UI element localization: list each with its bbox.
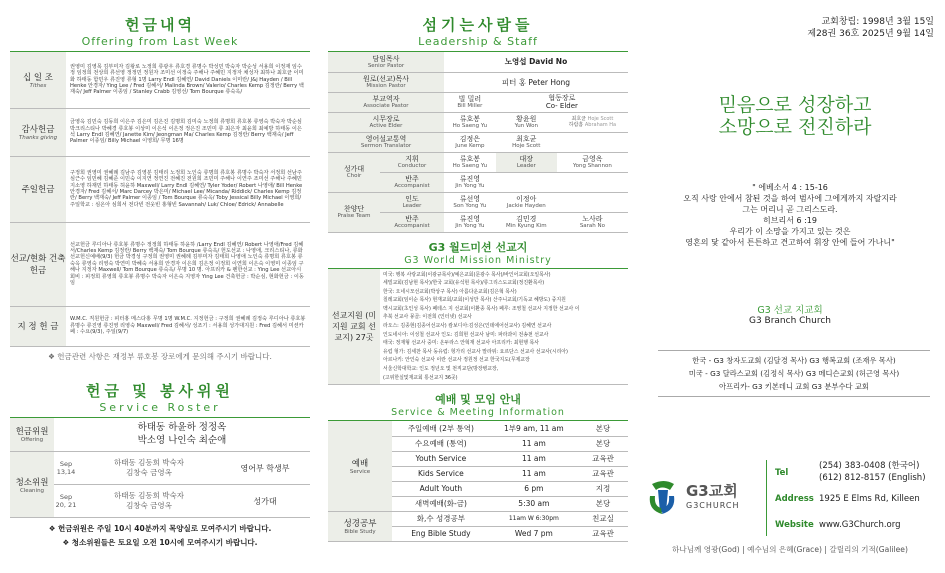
offering-label-designated: 지 정 헌 금 [10,306,66,346]
mission-list: 미국: 행복 사랑교회(이광규목사)/예은교회(문광수 목사)/바인어교회(오일목사) 세빌교회(김남현 목사)/한국 교회(유석현 목사)/류그리스도교회(정진환목사) 한국: 오네시모선교회(박상구 목사) 아름다운교회(김은혁 목사) 칠레교회(임이순 목사) 현재교회/교회(이성만 목사) 산주니교회/기독교 혜방도) 중지원 멕시교회(초인성 목사) 페테스 지 선교회(이환종 목사) 페루: 조영철 선교사 지정한 선교사 이 추북 선교사 몽골: 이전희 (인터넷) 선교사 라오스: 김종현(김종어선교사) 캄보디아:김성은(인데에어선교사) 김혜연 선교사 인도네시아: 이성철 선교사 인도: 김희현 선교사 남미: 파라과이 전송천 선교사 태국: 정재형 선교사 중미: 온두라스 안혁재 선교사 아프리카: 최현행 목사 유럽 헝가: 김세찬 목사 동유럽: 헝가리 선교사 말라위: 요르단스 선교사 선교사(시리아) 아르나키: 안인숙 선교사 이란 선교사 정원정 선교 한국지도(무제교장 서울신학대학교: 인도 정년오 및 천직교단(방장병교장, (고위한실및재교회 통선교지 36곳) [383,271,580,381]
schedule-worship-label: 예배 Service [328,421,392,511]
roster-offering-names: 하태동 하윤하 정정옥 박소영 나인숙 최순애 [137,422,227,447]
cover-theme: 믿음으로 성장하고 소망으로 전진하라 [718,94,872,138]
schedule-row-name: 화,수 성경공부 [416,514,465,524]
leaders-sermon-name: 김정은 June Kemp [455,134,485,149]
offering-label-thanks: 감사헌금 Thanks giving [10,108,66,156]
mission-title: G3 월드미션 선교지 [428,240,528,254]
schedule-row-time: 11 am [521,454,546,464]
leaders-sermon-name: 최호균 Hoje Scott [512,134,541,149]
schedule-row-place: 교육관 [592,469,614,479]
mission-subtitle: G3 World Mission Ministry [404,254,552,266]
offering-title: 헌금내역 [125,16,195,34]
roster-cleaning-team: 성가대 [253,496,277,506]
website-link[interactable]: www.G3Church.org [819,520,901,530]
schedule-row-time: 6 pm [524,484,544,494]
leaders-mission-name: 피터 홍 Peter Hong [501,77,571,87]
schedule-table [328,421,628,542]
schedule-row-place: 교육관 [592,454,614,464]
offering-footer-note: ❖ 헌금관련 사항은 재정부 류호봉 장로에게 문의해 주시기 바랍니다. [48,351,272,361]
schedule-title: 예배 및 모임 안내 [435,393,521,407]
leaders-assoc-name: 빌 밀러 Bill Miller [457,94,483,109]
offering-text-designated: W.M.C. 직원헌금 : 피터홍 메스다홍 무명 1명 W.M.C. 지정헌금 : 구정희 권혜례 김정숙 루디아나 류호봉 류명수 류진영 류진영 리영숙 Maxwell/ Fred 김혜서/ 성조기 : 서용희 성가대지원 : Fred 김혜서 미션카페 : 수요(9/3), 주일(9/7) [70,316,306,336]
schedule-row-name: Eng Bible Study [411,529,471,539]
schedule-row-time: 11am W 6:30pm [508,515,559,523]
schedule-row-name: Kids Service [417,469,464,479]
roster-cleaning-date: Sep 20, 21 [55,493,77,509]
schedule-row-place: 본당 [595,423,611,433]
leaders-subtitle: Leadership & Staff [418,35,538,48]
leaders-praise-acc-name: 류진영 Jin Yong Yu [455,214,485,229]
roster-note-offering: ❖ 헌금위원은 주일 10시 40분까지 목양실로 모여주시기 바랍니다. [48,524,272,533]
leaders-table [328,52,628,233]
leaders-choir-acc-label: 반주 Accompanist [380,172,444,192]
roster-cleaning-names: 하태동 김동희 박숙자 김창숙 금영옥 [114,491,184,510]
roster-table [10,418,310,519]
leaders-praise-label: 찬양단 Praise Team [328,192,380,232]
leaders-choir-leader-name: 금영옥 Yong Shannon [572,154,612,169]
schedule-row-time: 11 am [521,439,546,449]
offering-table [10,52,310,347]
schedule-row-place: 교육관 [592,529,614,539]
leaders-senior-name: 노영섭 David No [504,57,568,67]
offering-text-tithes: 권영미 김영목 김부미자 김왕로 노정희 류광우 류호경 류명수 박성민 박숙자 박순성 서용희 이정재 임수정 임정희 전상희 류선영 정정민 정원자 조미선 이정숙 주해나 주혜민 지정자 채성자 최하나 최호균 이미화 하태동 함민우 류진영 류형 1명 Larry Endl 김혜연/ David Daniels 이미란/ J&j Hayden / Bill Henke 안경자/ Ying Lee / Fred 김혜서/ Malinda Brown/ Valerio/ Charles Kemp 김정란/ Berry 백재숙/ Jeff Palmer 이종임 / Stanley Crabb 김영선/ Tom Bourque 류숙옥/ [70,63,304,96]
offering-text-thanks: 금영옥 김민숙 김동희 이은주 김은미 김은진 김명희 김미숙 노정희 류명희 류호봉 류영숙 박숙자 박순심 박크리스티나 박혜경 류호봉 이상미 이은석 이은정 정은진 조민미 류 최은자 최윤희 최예방 하태동 이은석 Larry Endl 김혜연/ Janette Kim/ Jeongman Ma/ Charles Kemp 김정란/ Berry 백재숙/ Jeff Palmer 이종임/ Billy Michael 이영희/ 무명 16명 [70,119,302,145]
offering-label-tithes: 십 일 조 Tithes [10,52,66,108]
roster-note-cleaning: ❖ 청소위원들은 토요일 오전 10시에 모여주시기 바랍니다. [62,538,258,547]
branch-heading: G3 선교 지교회 G3 Branch Church [748,305,831,326]
schedule-row-name: Youth Service [415,454,467,464]
offering-text-sunday: 구정희 권영미 권혜례 김남주 김영분 김태리 노정희 노인숙 류명희 류호봉 류명수 박숙자 서정희 선남주 심근수 임민혜 김혜준 이민숙 이지연 정연진 전혜진 전원희 조민미 주해나 이연주 조미선 주해나 주혜민 지소영 하재민 하태동 허윤하 Maxwell/ Larry Endl 김혜연/ Tyler Yoder/ Robert 나영애/ Bill Henke 안경자/ Fred 김혜서/ Marc Darcey 박은미/ Michael Lee/ Micanda/ Riddick/ Charles Kemp 김정란/ Berry 백재숙/ Jeff Palmer 이종임 / Tom Bourque 류숙옥/ Toby Jessical Billy Michael 이영희/ 주일학교 : 심온아 심희서 전다빈 전웃빈 홍형빈 Savannah/ Luk/ Chloe/ Edrick/ Annabelle [70,169,303,208]
leaders-active-label: 시무장로 Active Elder [328,112,444,132]
roster-title: 헌금 및 봉사위원 [86,381,234,400]
offering-label-sunday: 주일헌금 [10,156,66,222]
leaders-conductor-label: 지휘 Conductor [380,152,444,172]
branch-list: 한국 - G3 창자도교회 (김달경 목사) G3 행복교회 (조재우 목사) 미국 - G3 달라스교회 (김정식 목사) G3 메디슨교회 (허근영 목사) 아프리카- G3 키본데니 교회 G3 분부수다 교회 [658,350,930,397]
schedule-row-name: 새벽예배(화-금) [414,499,467,509]
schedule-row-time: 5:30 am [518,499,550,509]
mission-left-label: 선교지원 (미지원 교회 선교지) 27곳 [328,269,380,385]
offering-panel [10,0,310,573]
roster-cleaning-date: Sep 13,14 [56,460,76,476]
leaders-active-name: 류호봉 Ho Saeng Yu [452,114,488,129]
schedule-row-time: 11 am [521,469,546,479]
offering-text-mission: 선교헌금 루디아나 류호봉 류명수 정정희 하태동 하윤하 /Larry Endl 김혜연/ Robert 나영애/Fred 김혜서/Charles Kemp 김정란/ Berry 백재숙/ Tom Bourque 류숙옥/ 헌도선교 : 나영애, 크리스티나, 류화 선교헌신예배(9/3) 헌금 박경성 구정희 권영미 권혜례 김부미자 김태희 나영애 노인숙 류명희 류호봉 류숙옥 류영숙 리영숙 박연미 박혜숙 서용희 안경자 이은희 김은정 이정희 이연희 이은숙 이영미 이종임 구해나 지정자 Maxwell/ Tom Bourque 류숙옥/ 무명 10 명. 아프리카 & 펜한선교 : Ying Lee 선교아시회비 : 피정희 류영희 류호봉 류명수 박숙자 이은숙 지영자 Ying Lee 건축헌금 : 박순심, 현화헌금 : 이동임 [70,241,304,287]
leaders-senior-label: 담임목사 Senior Pastor [328,52,444,72]
leaders-assoc-label: 부교역자 Associate Pastor [328,92,444,112]
leaders-sermon-label: 영어설교통역 Sermon Translator [328,132,444,152]
schedule-row-place: 친교실 [592,514,614,524]
founded-date: 교회창립: 1998년 3월 15일 [821,17,934,27]
schedule-row-time: 1부9 am, 11 am [504,423,564,433]
mission-table [328,269,628,386]
leaders-choir-label: 성가대 Choir [328,152,380,192]
leaders-praise-acc-name: 노사라 Sarah No [579,214,606,229]
leaders-praise-acc-name: 김민경 Min Kyung Kim [505,214,547,229]
cover-verse: " 에베소서 4 : 15-16 오직 사랑 안에서 참된 것을 하여 범사에 그에게까지 자랄지라 그는 머리니 곧 그리스도라. 히브리서 6 :19 우리가 이 소망을 가지고 있는 것은 영혼의 닻 같아서 튼튼하고 견고하여 휘장 안에 들어 가나니" [683,183,897,247]
leaders-choir-acc-name: 류진영 Jin Yong Yu [455,174,485,189]
schedule-row-name: 수요예배 (통역) [415,439,467,449]
schedule-row-time: Wed 7 pm [514,529,553,539]
roster-cleaning-names: 하태동 김동희 박숙자 김창숙 금영옥 [114,458,184,477]
church-motto: 하나님께 영광(God) | 예수님의 은혜(Grace) | 갈릴리의 기적(Galilee) [672,545,908,554]
leaders-praise-acc-label: 반주 Accompanist [380,212,444,232]
schedule-row-name: Adult Youth [419,484,463,494]
leadership-panel [328,0,628,573]
leaders-active-name: 황윤원 Yun Won [514,114,538,129]
contact-block: G3교회 G3CHURCH Tel (254) 383-0408 (한국어) (612) 812-8157 (English) Address 1925 E Elms Rd, Killeen Website www.G3Church.org [640,460,940,544]
schedule-row-place: 본당 [595,439,611,449]
roster-cleaning-label: 청소위원 Cleaning [10,452,54,518]
roster-cleaning-team: 영어부 학생부 [240,463,290,473]
g3-logo-icon [644,476,680,516]
offering-label-mission: 선교/현화 건축 헌금 [10,222,66,306]
issue-date: 제28권 36호 2025년 9월 14일 [807,29,934,39]
leaders-active-name: 최호균 Hoje Scott 하람흠 Abraham Ha [568,115,617,128]
leaders-choir-leader: 대장 Leader [496,152,557,172]
schedule-row-place: 본당 [595,499,611,509]
leaders-title: 섬기는사람들 [422,16,534,34]
leaders-praise-lead-name: 이정아 Jackie Hayden [506,194,546,209]
roster-subtitle: Service Roster [99,400,221,414]
schedule-row-name: 주일예배 (2부 통역) [407,423,474,433]
leaders-coelder: 협동장로 Co- Elder [545,93,578,110]
cover-panel [640,0,940,573]
leaders-praise-lead-label: 인도 Leader [380,192,444,212]
roster-offering-label: 헌금위원 Offering [10,418,54,452]
offering-subtitle: Offering from Last Week [81,35,239,48]
leaders-conductor-name: 류호봉 Ho Saeng Yu [452,154,488,169]
leaders-mission-label: 원로(선교)목사 Mission Pastor [328,72,444,92]
schedule-subtitle: Service & Meeting Information [391,407,565,419]
leaders-praise-lead-name: 류선영 Son Yong Yu [453,194,487,209]
schedule-study-label: 성경공부 Bible Study [328,511,392,541]
schedule-row-place: 지정 [595,484,611,494]
cover-header [640,16,940,40]
